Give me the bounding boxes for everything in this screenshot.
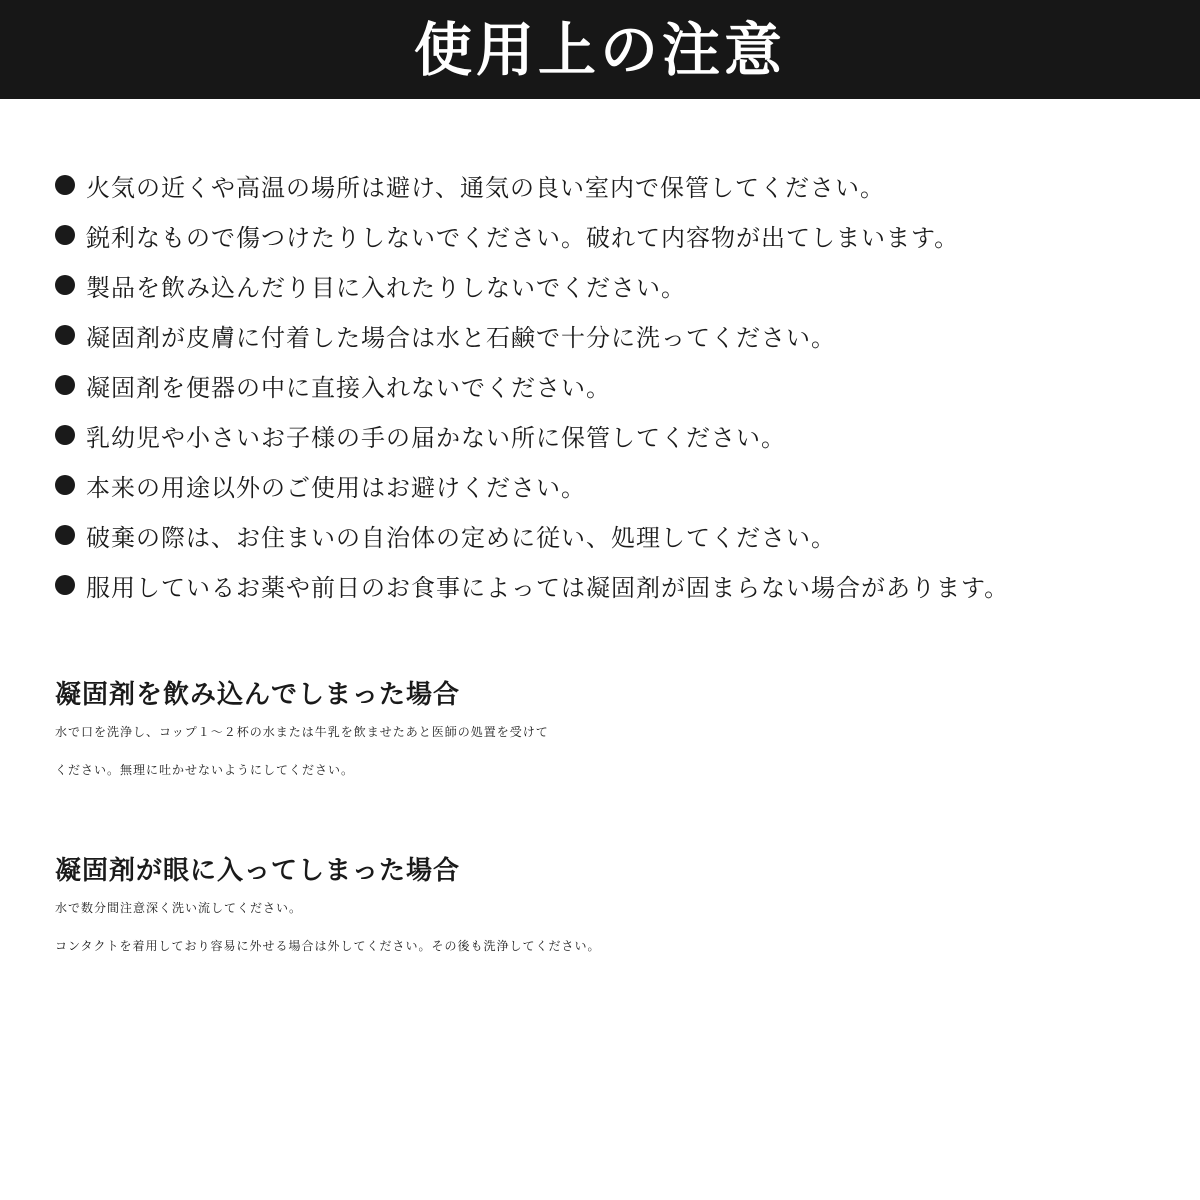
section-heading: 凝固剤を飲み込んでしまった場合 [55,680,461,710]
caution-text: 凝固剤を便器の中に直接入れないでください。 [86,373,611,402]
caution-list [55,160,1009,610]
caution-text: 破棄の際は、お住まいの自治体の定めに従い、処理してください。 [86,523,836,552]
caution-text: 火気の近くや高温の場所は避け、通気の良い室内で保管してください。 [86,173,886,202]
list-item [55,210,1009,260]
bullet-icon [55,275,75,295]
caution-text: 服用しているお薬や前日のお食事によっては凝固剤が固まらない場合があります。 [86,573,1010,602]
bullet-icon [55,375,75,395]
bullet-icon [55,525,75,545]
bullet-icon [55,475,75,495]
bullet-icon [55,225,75,245]
list-item [55,410,1009,460]
page-header [0,0,1200,99]
bullet-icon [55,575,75,595]
page-title: 使用上の注意 [413,15,786,84]
list-item [55,260,1009,310]
section-text: コンタクトを着用しており容易に外せる場合は外してください。その後も洗浄してください。 [55,939,601,953]
list-item [55,310,1009,360]
section-heading: 凝固剤が眼に入ってしまった場合 [55,856,461,886]
list-item [55,460,1009,510]
bullet-icon [55,425,75,445]
swallowed-section [55,677,1175,789]
bullet-icon [55,175,75,195]
caution-text: 製品を飲み込んだり目に入れたりしないでください。 [86,273,686,302]
list-item [55,510,1009,560]
section-text: 水で口を洗浄し、コップ１～２杯の水または牛乳を飲ませたあと医師の処置を受けて [55,725,549,739]
list-item [55,360,1009,410]
list-item [55,560,1009,610]
caution-text: 凝固剤が皮膚に付着した場合は水と石鹸で十分に洗ってください。 [86,323,836,352]
section-text: ください。無理に吐かせないようにしてください。 [55,763,355,777]
section-text: 水で数分間注意深く洗い流してください。 [55,901,303,915]
caution-text: 本来の用途以外のご使用はお避けください。 [86,473,586,502]
bullet-icon [55,325,75,345]
list-item [55,160,1009,210]
caution-text: 乳幼児や小さいお子様の手の届かない所に保管してください。 [86,423,786,452]
eyes-section [55,853,1175,965]
caution-text: 鋭利なもので傷つけたりしないでください。破れて内容物が出てしまいます。 [86,223,960,252]
